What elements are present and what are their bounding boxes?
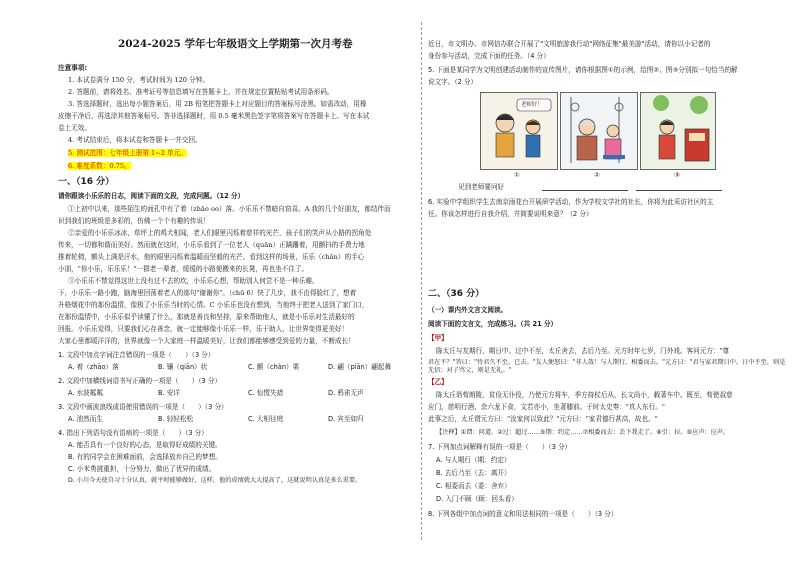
q2-option-c[interactable]: C. 惊慌失措	[248, 389, 284, 397]
notice-item-3-cont: 皮擦干净后，再选涂其他答案标号。答非选择题时，用 0.5 毫米黑色签字笔将答案写在答题卡上。写在本试	[58, 112, 370, 120]
question-7: 7. 下列加点词解释有误的一项是（ ）（3 分）	[428, 443, 572, 451]
q3-option-d[interactable]: D. 宾至如归	[328, 415, 364, 423]
q1-option-d[interactable]: D. 翩（piān）翩起舞	[328, 363, 392, 371]
q1-option-b[interactable]: B. 镶（qiān）状	[158, 363, 208, 371]
q7-option-a[interactable]: A. 与人期行（期：约定）	[436, 456, 511, 464]
q3-option-b[interactable]: B. 轻轻松松	[158, 415, 194, 423]
part2-subheading: （一）课内外文言文阅读。	[428, 306, 508, 314]
figure-label-1: ①	[514, 171, 520, 179]
q2-option-a[interactable]: A. 水波粼粼	[68, 389, 103, 397]
passage-yi-line-2: 应门，慈明行酒，余六龙下食，文若亦小，坐著膝前。于时太史奏："真人东行。"	[428, 403, 665, 411]
question-6-line-1: 6. 实验中学组织学生去南京雨花台开展研学活动，作为学校文学社的社长，你将为此采访社区的主	[428, 198, 714, 206]
question-3: 3. 文段中画波浪线成语使用错误的一项是（ ）（3 分）	[58, 403, 228, 411]
trash-bin-illustration	[641, 93, 715, 169]
part2-intro: 阅读下面的文言文，完成练习。（共 21 分）	[428, 320, 558, 328]
q1-option-c[interactable]: C. 颤（chàn）栗	[248, 363, 300, 371]
notice-item-2: 2. 答题前，请将姓名、准考证号等信息填写在答题卡上，并在规定位置粘贴考试用条形码。	[68, 88, 334, 96]
figure-label-2: ②	[594, 171, 600, 179]
speech-bubble: 老师好！	[521, 102, 543, 108]
bus-seat-illustration	[561, 93, 637, 169]
question-8: 8. 下列各组中加点词的意义和用法相同的一项是（ ）（3 分）	[428, 510, 618, 518]
figure-label-3: ③	[674, 171, 680, 179]
passage-yi-label: 【乙】	[428, 378, 448, 386]
q4-option-a[interactable]: A. 能否具有一个良好的心态，是取得好成绩的关键。	[68, 441, 222, 449]
q2-option-b[interactable]: B. 安详	[158, 389, 180, 397]
notice-scope: 5. 测试范围：七年级上册第 1~2 单元。	[68, 149, 187, 157]
passage-line-12: 大家心里都暖洋洋的，世界就像一个大家庭一样温暖美好，让我们都能够感受到爱的力量，不断成长！	[58, 337, 355, 345]
notice-heading: 注意事项:	[58, 64, 88, 72]
q1-option-a[interactable]: A. 着（zhāo）落	[68, 363, 119, 371]
question-4: 4. 指出下列语句没有语病的一项是（ ）（3 分）	[58, 429, 208, 437]
annotation-notes: 【注释】①谓：问道。②过：超过……⑤期：约定……⑦相委而去：丢下我走了。⑧引：拉。⑨应声：应声。	[436, 429, 730, 436]
poster-panel-1	[480, 92, 558, 170]
notice-item-3: 3. 答选择题时，选出每小题答案后，用 2B 铅笔把答题卡上对应题目的答案标号涂黑。如需改动，用橡	[68, 100, 367, 108]
figure-caption-1: 见到老师要问好	[458, 183, 505, 191]
passage-yi-line-3: 此事之后，太丘谓元方曰："汝家何以致此？"元方曰："家君德行甚高，故也。"	[428, 415, 658, 423]
passage-line-1: ①上初中以来，那些陌生的面孔中有了着（zhāo oo）落。小乐乐不禁暗自窃喜。A 我的几个好朋友，都结伴而	[68, 205, 391, 213]
q4-option-b[interactable]: B. 有的同学会在困难面前，会选择放弃自己的梦想。	[68, 453, 222, 461]
teacher-greeting-illustration	[481, 93, 557, 169]
q7-option-b[interactable]: B. 去后乃至（去：离开）	[436, 469, 511, 477]
answer-blank-2[interactable]	[542, 190, 628, 191]
notice-item-3-cont2: 卷上无效。	[58, 124, 91, 132]
q4-option-d[interactable]: D. 小川今天使自习十分认真，就平时能够做好，这样，他的成绩就大大提高了，这就说明认真是多么重要。	[68, 477, 362, 484]
question-6-line-2: 任。你该怎样进行自我介绍，并简要说明来意？（2 分）	[428, 210, 593, 218]
passage-line-4: 传来，一切都和谐而美好。然而就在这时，小乐乐看到了一位老人（quān）正蹒跚着，用颤抖的手费力地	[58, 241, 365, 249]
passage-jia-line-2: 君在不？"答曰："待君久不至，已去。"友人便怒曰："非人哉！与人期行，相委而去。"元方曰："君与家君期日中。日中不至，则是无信；对子骂父，则是无礼。"	[428, 359, 786, 374]
page-title: 2024-2025 学年七年级语文上学期第一次月考卷	[118, 38, 353, 50]
part1-heading: 一、（16 分）	[58, 177, 115, 187]
notice-item-1: 1. 本试卷满分 150 分，考试时间为 120 分钟。	[68, 76, 209, 84]
question-5-line-2: 说文字。（2 分）	[428, 78, 478, 86]
q7-option-d[interactable]: D. 入门不顾（顾：回头看）	[436, 495, 518, 503]
q3-option-a[interactable]: A. 油然而生	[68, 415, 103, 423]
passage-line-8: 下，小乐乐一路小跑，脑海里回荡着老人的那句"谢谢你"。（chū 6）快了几步，我不由得脸红了，想着	[58, 289, 357, 297]
question-1: 1. 文段中加点字词注音错误的一项是（ ）（3 分）	[58, 351, 215, 359]
passage-line-2: 识到我们的班级是多彩的，仿佛一个个有趣的传说！	[58, 217, 210, 225]
part2-heading: 二、（36 分）	[428, 289, 485, 299]
notice-item-4: 4. 考试结束后，将本试卷和答题卡一并交回。	[68, 136, 202, 144]
notice-difficulty: 6. 难度系数：0.75。	[68, 162, 131, 170]
answer-blank-3[interactable]	[636, 190, 722, 191]
passage-line-7: ③小乐乐不禁觉得这世上没有过不去的坎，小乐乐心想，帮助别人何尝不是一种乐趣。	[68, 277, 319, 285]
passage-line-5: 推着轮椅，额头上满是汗水，他的眼里闪烁着温暖而坚毅的光芒。看到这样的场景，乐乐（chǎn）的手心	[58, 253, 365, 261]
activity-intro-2: 身份参与活动，完成下面的任务。（4 分）	[428, 52, 550, 60]
right-column	[422, 0, 794, 562]
passage-jia-line-1: 陈太丘与友期行，期日中。过中不至，太丘舍去，去后乃至。元方时年七岁，门外戏。客问元方："尊	[436, 347, 730, 355]
passage-line-6: 小朋，"你小乐，乐乐乐！"一群老一辈者，缓缓的小路便搬来的长凳，再也坐不住了。	[58, 265, 309, 273]
activity-intro-1: 近日，市文明办、市网信办联合开展了"文明旅游我行动"网络征集"最美游"活动，请你以小记者的	[428, 40, 711, 48]
passage-line-3: ②亲爱的小乐乐冰冰，草坪上的鸡犬相闻，老人们眼里闪烁着慈祥的光芒，孩子们的笑声从小路的拐角处	[68, 229, 372, 237]
q4-option-c[interactable]: C. 小米勇挑重担，十分努力，做出了优异的成绩。	[68, 465, 216, 473]
poster-panel-2	[560, 92, 638, 170]
passage-jia-label: 【甲】	[428, 334, 448, 342]
q7-option-c[interactable]: C. 相委而去（委：舍弃）	[436, 482, 511, 490]
question-5-line-1: 5. 下面是某同学为文明创建活动制作的宣传图片，请你根据图①的示例，给图②、图③分别拟一句恰当的解	[428, 66, 738, 74]
q2-option-d[interactable]: D. 鸦雀无声	[328, 389, 364, 397]
q3-option-c[interactable]: C. 大相径庭	[248, 415, 284, 423]
passage-yi-line-1: 陈太丘诣荀朗陵，贫俭无仆役，乃使元方将车，季方持杖后从，长文尚小，载著车中。既至，荀使叔慈	[436, 391, 733, 399]
passage-line-10: 在那份温情中，小乐乐似乎读懂了什么，那就是善良和坚持，原来帮助他人，就是小乐乐对生活最好的	[58, 313, 355, 321]
poster-panel-3	[640, 92, 716, 170]
part1-intro: 请你跟读小乐乐的日志，阅读下面的文段，完成问题。（12 分）	[58, 192, 245, 200]
passage-line-11: 回报。小乐乐觉得，只要我们心存善念，就一定能够像小乐乐一样，乐于助人，让世界变得更美好！	[58, 325, 349, 333]
passage-line-9: 升格烟花中的那份温情，像极了小乐乐当时的心情。C 小乐乐也没有想到，当他终于把老人送到了家门口，	[58, 301, 369, 309]
question-2: 2. 文段中加横线词语书写正确的一项是（ ）（3 分）	[58, 377, 222, 385]
